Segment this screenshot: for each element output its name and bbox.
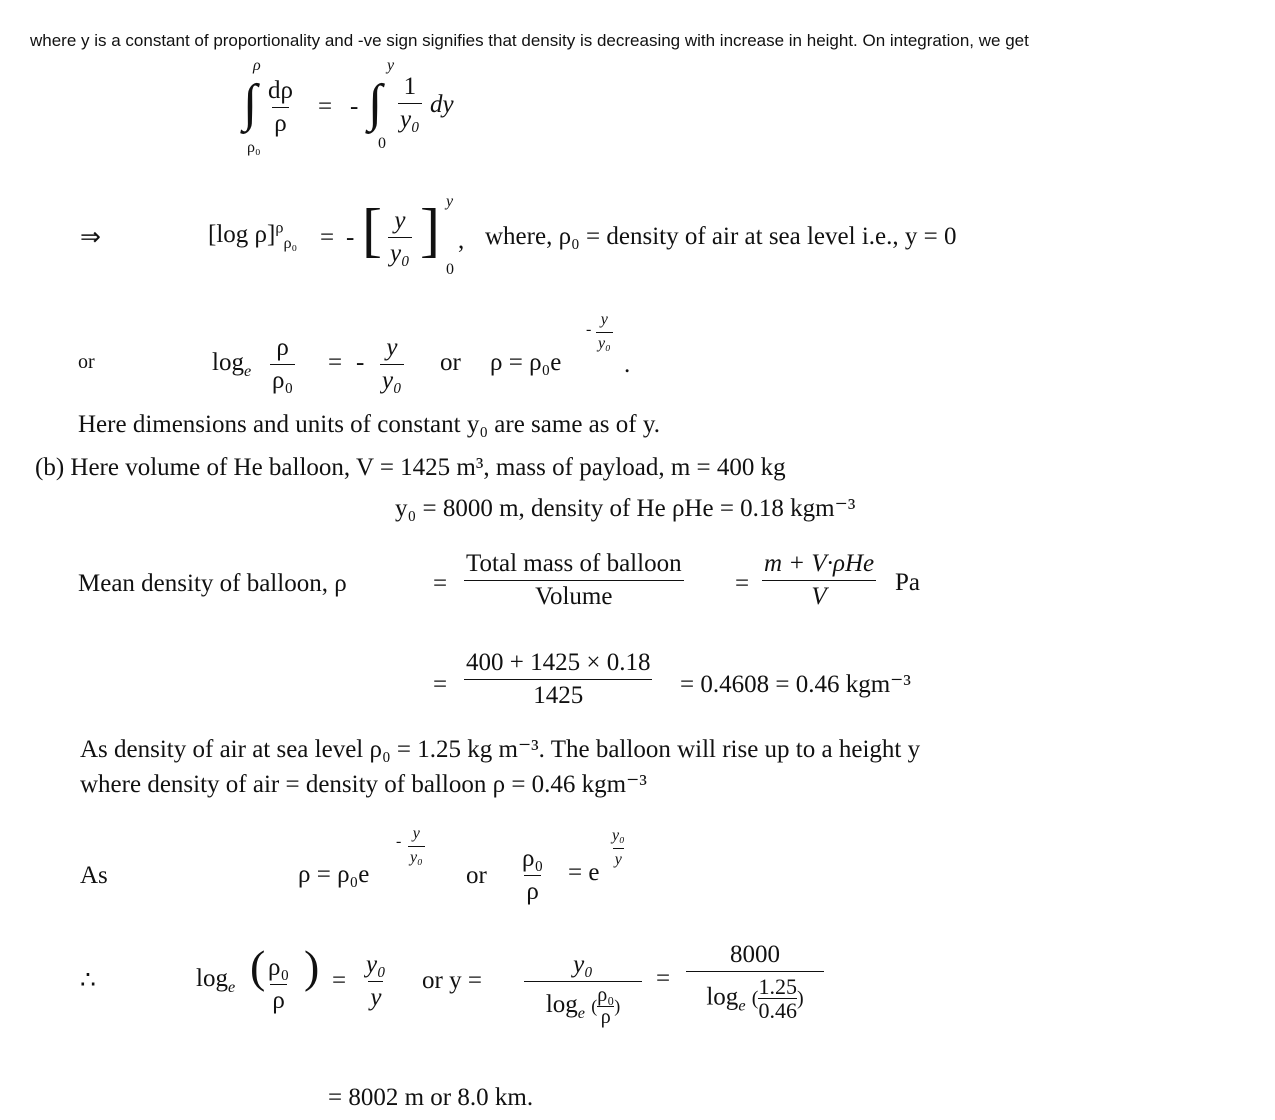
denominator: y (368, 981, 383, 1011)
denominator: 1425 (464, 679, 652, 709)
therefore-icon: ∴ (80, 967, 96, 994)
lower-limit: ρ₀ (247, 139, 261, 156)
rhs: ρ = ρ₀e (490, 349, 562, 376)
exp-minus: - (586, 321, 592, 338)
equals: = (433, 570, 448, 597)
denominator: V (762, 580, 876, 610)
fraction (398, 74, 422, 134)
log (212, 349, 252, 380)
numerator: 400 + 1425 × 0.18 (466, 649, 651, 676)
denominator: Volume (464, 580, 684, 610)
upper-limit: ρ (253, 57, 261, 74)
minus: - (350, 93, 359, 120)
dot: . (624, 351, 631, 378)
equals: = (328, 349, 343, 376)
denominator: ρ (272, 107, 288, 137)
dy: dy (430, 91, 454, 118)
minus: - (346, 224, 355, 251)
sub: ρ₀ (283, 234, 298, 252)
fraction (270, 335, 295, 395)
numerator: 8000 (730, 941, 780, 968)
fraction (364, 952, 388, 1012)
numerator: ρ₀ (522, 845, 544, 872)
denominator: 0.46 (758, 998, 797, 1024)
or: or (466, 862, 487, 889)
denominator: ρ (524, 875, 540, 905)
minus: - (356, 349, 365, 376)
denominator: y₀ (596, 332, 613, 353)
log-text: log (545, 991, 578, 1019)
log-text: log (196, 965, 228, 992)
equals: = (735, 570, 750, 597)
sub: 0 (446, 261, 454, 278)
or: or (440, 349, 461, 376)
sub: e (243, 362, 252, 380)
result: = 0.4608 = 0.46 kgm⁻³ (680, 671, 911, 698)
denominator: $\log_e$ ( $\frac{1.25}{0.46}$ ) (686, 971, 824, 1022)
lhs: ρ = ρ₀e (298, 861, 370, 888)
equals: = (318, 93, 333, 120)
as-label: As (80, 862, 108, 889)
denominator: ρ₀ (270, 364, 295, 394)
numerator: Total mass of balloon (466, 550, 682, 577)
integral-sign: ∫ (243, 75, 258, 132)
numerator: y (412, 825, 420, 842)
fraction (380, 335, 404, 395)
lhs: [log ρ] (208, 221, 276, 248)
denominator: y₀ (388, 237, 412, 267)
sub: e (227, 978, 236, 996)
exponent-fraction (610, 828, 627, 869)
sup: ρ (275, 218, 284, 237)
denominator: y (613, 848, 624, 869)
equals: = (332, 967, 347, 994)
fraction (266, 955, 291, 1015)
equals: = (656, 965, 671, 992)
numerator: 1 (403, 73, 417, 100)
exponent-fraction (596, 312, 613, 353)
paren: ) (304, 941, 320, 992)
sub: e (738, 996, 746, 1015)
exp-minus: - (396, 833, 402, 850)
numerator: 1.25 (758, 974, 797, 1000)
log-text: log (212, 349, 244, 376)
sup: y (446, 193, 454, 210)
sub: e (577, 1004, 585, 1023)
bracket: ] (420, 197, 440, 263)
answer: = 8002 m or 8.0 km. (328, 1084, 534, 1111)
implies-arrow-icon: ⇒ (80, 224, 101, 251)
numerator: y₀ (573, 951, 593, 978)
fraction (762, 551, 876, 611)
comma: , (458, 227, 465, 254)
paragraph-2: where density of air = density of balloon ρ = 0.46 kgm⁻³ (80, 771, 647, 798)
or-y: or y = (422, 967, 482, 994)
fraction (266, 78, 295, 138)
fraction (520, 846, 545, 906)
exponent-fraction (408, 826, 425, 867)
numerator: ρ₀ (268, 954, 290, 981)
numerator: y₀ (366, 951, 386, 978)
denominator: y₀ (380, 364, 404, 394)
numerator: y (600, 311, 608, 328)
denominator: y₀ (398, 103, 422, 133)
fraction (464, 551, 684, 611)
part-b-text: (b) Here volume of He balloon, V = 1425 m³, mass of payload, m = 400 kg (35, 454, 786, 481)
denominator: ρ (270, 984, 286, 1014)
given-text: y₀ = 8000 m, density of He ρHe = 0.18 kgm⁻³ (395, 495, 856, 522)
numerator: y (394, 207, 406, 234)
equals: = (433, 671, 448, 698)
fraction (524, 952, 642, 1028)
numerator: m + V·ρHe (764, 550, 875, 577)
label: Mean density of balloon, ρ (78, 570, 347, 597)
numerator: y₀ (612, 827, 625, 844)
fraction (388, 208, 412, 268)
fraction (686, 942, 824, 1022)
denominator: ρ (597, 1006, 614, 1028)
bracket: [ (362, 197, 382, 263)
eq-e: = e (568, 859, 600, 886)
lower-limit: 0 (378, 135, 386, 152)
note-text: Here dimensions and units of constant y₀ are same as of y. (78, 411, 660, 438)
numerator: ρ (276, 334, 289, 361)
integral-sign: ∫ (368, 75, 383, 132)
unit: Pa (895, 569, 920, 596)
fraction (464, 650, 652, 710)
paragraph-1: As density of air at sea level ρ₀ = 1.25 kg m⁻³. The balloon will rise up to a height y (80, 736, 921, 763)
intro-text: where y is a constant of proportionality and -ve sign signifies that density is decreasing with increase in height. On integration, we get (30, 31, 1029, 50)
log (196, 965, 236, 996)
log-text: log (706, 983, 739, 1011)
upper-limit: y (387, 57, 395, 74)
denominator: y₀ (408, 846, 425, 867)
numerator: ρ₀ (597, 984, 615, 1007)
numerator: dρ (268, 77, 293, 104)
denominator: $\log_e$ ( $\frac{\text{ρ₀}}{\rho}$ ) (524, 981, 642, 1028)
log-bracket (208, 218, 298, 252)
equals: = (320, 224, 335, 251)
or-label: or (78, 351, 95, 373)
paren: ( (250, 941, 266, 992)
where-text: where, ρ₀ = density of air at sea level i.e., y = 0 (485, 223, 957, 250)
numerator: y (386, 334, 398, 361)
